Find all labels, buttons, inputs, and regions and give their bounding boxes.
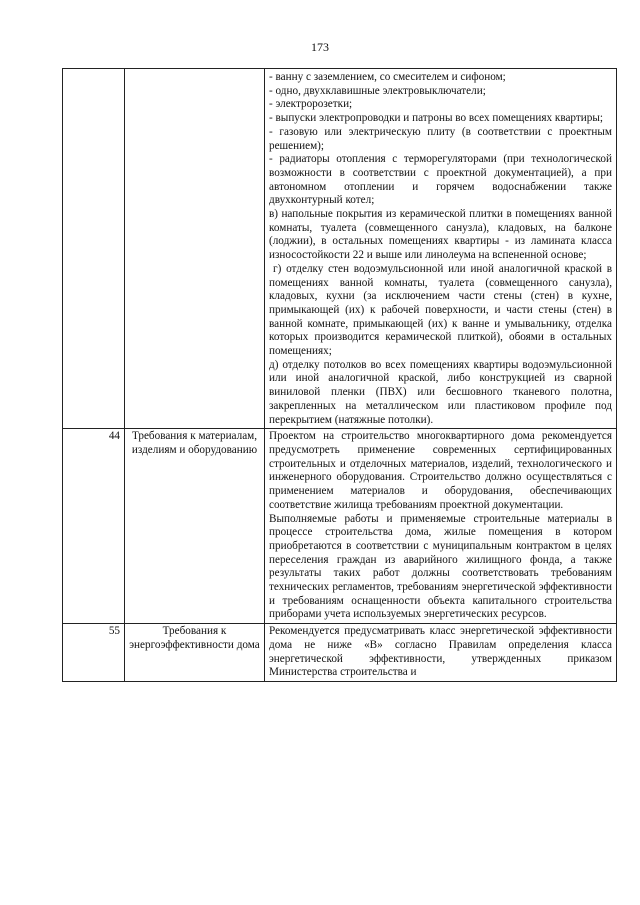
row-title: Требования к материалам, изделиям и оборудованию [125,429,265,624]
table-row [63,429,617,624]
paragraph: д) отделку потолков во всех помещениях квартиры водоэмульсионной или иной аналогичной краской, либо конструкцией из сварной виниловой пленки (ПВХ) или бесшовного тканевого полотна, закрепленных на металлическом или пластиковом профиле под перекрытием (натяжные потолки). [269,358,612,426]
row-number [63,69,125,429]
row-title: Требования к энергоэффективности дома [125,624,265,682]
table-row [63,69,617,429]
paragraph: г) отделку стен водоэмульсионной или иной аналогичной краской в помещениях ванной комнаты, туалета (совмещенного санузла), кладовых, кухни (за исключением части стены (стен) в кухне, примыкающей (их) к рабочей поверхности, и части стены (стен) в ванной комнате, примыкающей (их) к ванне и умывальнику, отделка которых производится керамической плиткой), обоями в остальных помещениях; [269,262,612,358]
table-row [63,624,617,682]
requirements-table [62,68,617,682]
row-content [265,624,617,682]
paragraph: - ванну с заземлением, со смесителем и сифоном; [269,71,506,83]
row-title [125,69,265,429]
paragraph: Рекомендуется предусматривать класс энергетической эффективности дома не ниже «В» согласно Правилам определения класса энергетической эффективности, утвержденных приказом Министерства строительства и [269,625,612,679]
paragraph: - электророзетки; [269,98,353,111]
row-content [265,429,617,624]
paragraph: Проектом на строительство многоквартирного дома рекомендуется предусмотреть применение современных сертифицированных строительных и отделочных материалов, изделий, технологического и инженерного оборудования. Строительство должно осуществляться с применением материалов и оборудования, обеспечивающих соответствие жилища требованиям проектной документации. [269,430,612,511]
page-number: 173 [311,40,329,54]
paragraph: Выполняемые работы и применяемые строительные материалы в процессе строительства дома, жилые помещения в котором приобретаются в соответствии с муниципальным контрактом в целях переселения граждан из аварийного жилищного фонда, а также результаты таких работ должны соответствовать требованиям технических регламентов, требованиям энергетической эффективности и требованиям оснащенности объекта капитального строительства приборами учета используемых энергетических ресурсов. [269,512,612,621]
paragraph: - одно, двухклавишные электровыключатели; [269,84,486,97]
paragraph: - радиаторы отопления с терморегуляторами (при технологической возможности в соответствии с проектной документацией), а при автономном отоплении и горячем водоснабжении также двухконтурный котел; [269,153,612,207]
row-number: 55 [63,624,125,682]
paragraph: - выпуски электропроводки и патроны во всех помещениях квартиры; [269,112,603,125]
row-number: 44 [63,429,125,624]
paragraph: в) напольные покрытия из керамической плитки в помещениях ванной комнаты, туалета (совмещенного санузла), кладовых, на балконе (лоджии), в остальных помещениях квартиры - из ламината класса износостойкости 22 и выше или линолеума на вспененной основе; [269,208,612,262]
paragraph: - газовую или электрическую плиту (в соответствии с проектным решением); [269,125,612,152]
row-content [265,69,617,429]
